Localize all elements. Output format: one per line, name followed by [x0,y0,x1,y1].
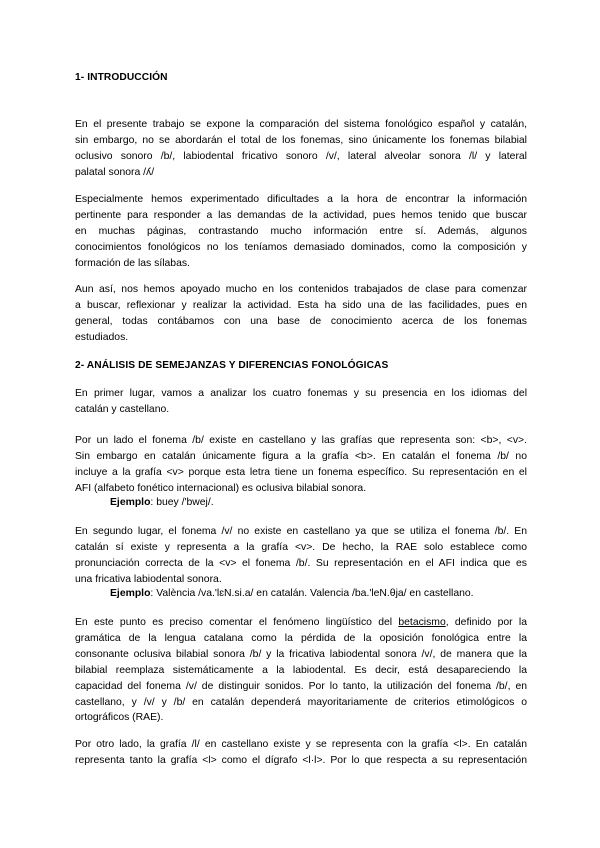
text-line: incluye a la grafía <v> porque esta letra tiene un fonema específico. Su representación en el [75,466,527,478]
analysis-paragraph-3 [75,524,527,588]
text-line: catalán sí existe y representa a la grafía <v>. De hecho, la RAE solo establece como [75,541,527,553]
text-line: capacidad del fonema /v/ de distinguir sonidos. Por lo tanto, la utilización del fonema /b/, en [75,680,527,692]
text-run: , definido por la [445,617,527,628]
text-line [75,615,527,631]
text-line: general, todas contábamos con una base de conocimiento acerca de los fonemas [75,315,527,327]
text-line: consonante oclusiva bilabial sonora /b/ y la fricativa labiodental sonora /v/, de manera que la [75,648,527,660]
intro-paragraph-2 [75,192,527,272]
analysis-paragraph-4 [75,615,527,726]
text-line: catalán y castellano. [75,403,170,415]
text-line: En segundo lugar, el fonema /v/ no existe en castellano ya que se utiliza el fonema /b/. En [75,526,527,537]
text-line: Por un lado el fonema /b/ existe en castellano y las grafías que representa son: <b>, <v>. [75,435,527,446]
text-line: representa tanto la grafía <l> como el dígrafo <l·l>. Por lo que respecta a su representación [75,754,527,766]
text-line: formación de las sílabas. [75,257,190,269]
analysis-paragraph-1 [75,386,527,418]
text-line: En primer lugar, vamos a analizar los cuatro fonemas y su presencia en los idiomas del [75,388,527,399]
betacismo-link[interactable]: betacismo [398,617,446,628]
text-line: una fricativa labiodental sonora. [75,573,222,585]
example-1 [110,495,214,511]
text-line: gramática de la lengua catalana como la pérdida de la oposición fonológica entre la [75,632,527,644]
text-line: pronunciación correcta de la <v> el fonema /b/. Su representación en el AFI indica que es [75,557,527,569]
analysis-paragraph-2 [75,433,527,497]
text-line: a buscar, reflexionar y realizar la actividad. Esta ha sido una de las facilidades, pues en [75,299,527,311]
text-line: Aun así, nos hemos apoyado mucho en los contenidos trabajados de clase para comenzar [75,284,527,295]
text-line: Especialmente hemos experimentado dificultades a la hora de encontrar la información [75,194,527,205]
text-line: estudiados. [75,331,129,343]
text-line: AFI (alfabeto fonético internacional) es oclusiva bilabial sonora. [75,482,367,494]
intro-paragraph-1 [75,117,527,181]
text-line: conocimientos fonológicos no los teníamos demasiado dominados, como la composición y [75,241,527,253]
text-line: bilabial reemplaza sistemáticamente a la labiodental. Es decir, está desapareciendo la [75,664,527,676]
example-label: Ejemplo [110,588,151,599]
text-line: En el presente trabajo se expone la comparación del sistema fonológico español y catalán, [75,119,527,130]
text-line: Por otro lado, la grafía /l/ en castellano existe y se representa con la grafía <l>. En catalán [75,739,527,750]
example-text: : buey /'bwej/. [150,497,214,508]
example-text: : València /va.'lɛN.si.a/ en catalán. Valencia /ba.'leN.θja/ en castellano. [150,588,474,599]
text-line: oclusivo sonoro /b/, labiodental fricativo sonoro /v/, lateral alveolar sonora /l/ y lateral [75,150,527,162]
intro-paragraph-3 [75,282,527,346]
text-run: En este punto es preciso comentar el fenómeno lingüístico del [75,617,399,628]
text-line: en muchas páginas, contrastando mucho información entre sí. Además, algunos [75,225,527,237]
section-heading-introduccion: 1- INTRODUCCIÓN [75,72,168,83]
text-line: Sin embargo en catalán únicamente figura a la grafía <b>. En catalán el fonema /b/ no [75,450,527,462]
section-heading-analisis: 2- ANÁLISIS DE SEMEJANZAS Y DIFERENCIAS FONOLÓGICAS [75,360,389,371]
text-line: palatal sonora /ʎ/ [75,166,155,178]
text-line: sin embargo, no se abordarán el total de los fonemas, sino únicamente los fonemas bilabial [75,134,527,146]
text-line: pertinente para responder a las demandas de la actividad, pues hemos tenido que buscar [75,209,527,221]
text-line: ortográficos (RAE). [75,712,164,724]
analysis-paragraph-5 [75,737,527,769]
text-line: castellano, y /v/ y /b/ en catalán dependerá mayoritariamente de criterios etimológicos o [75,696,527,708]
example-2 [110,586,474,602]
example-label: Ejemplo [110,497,151,508]
